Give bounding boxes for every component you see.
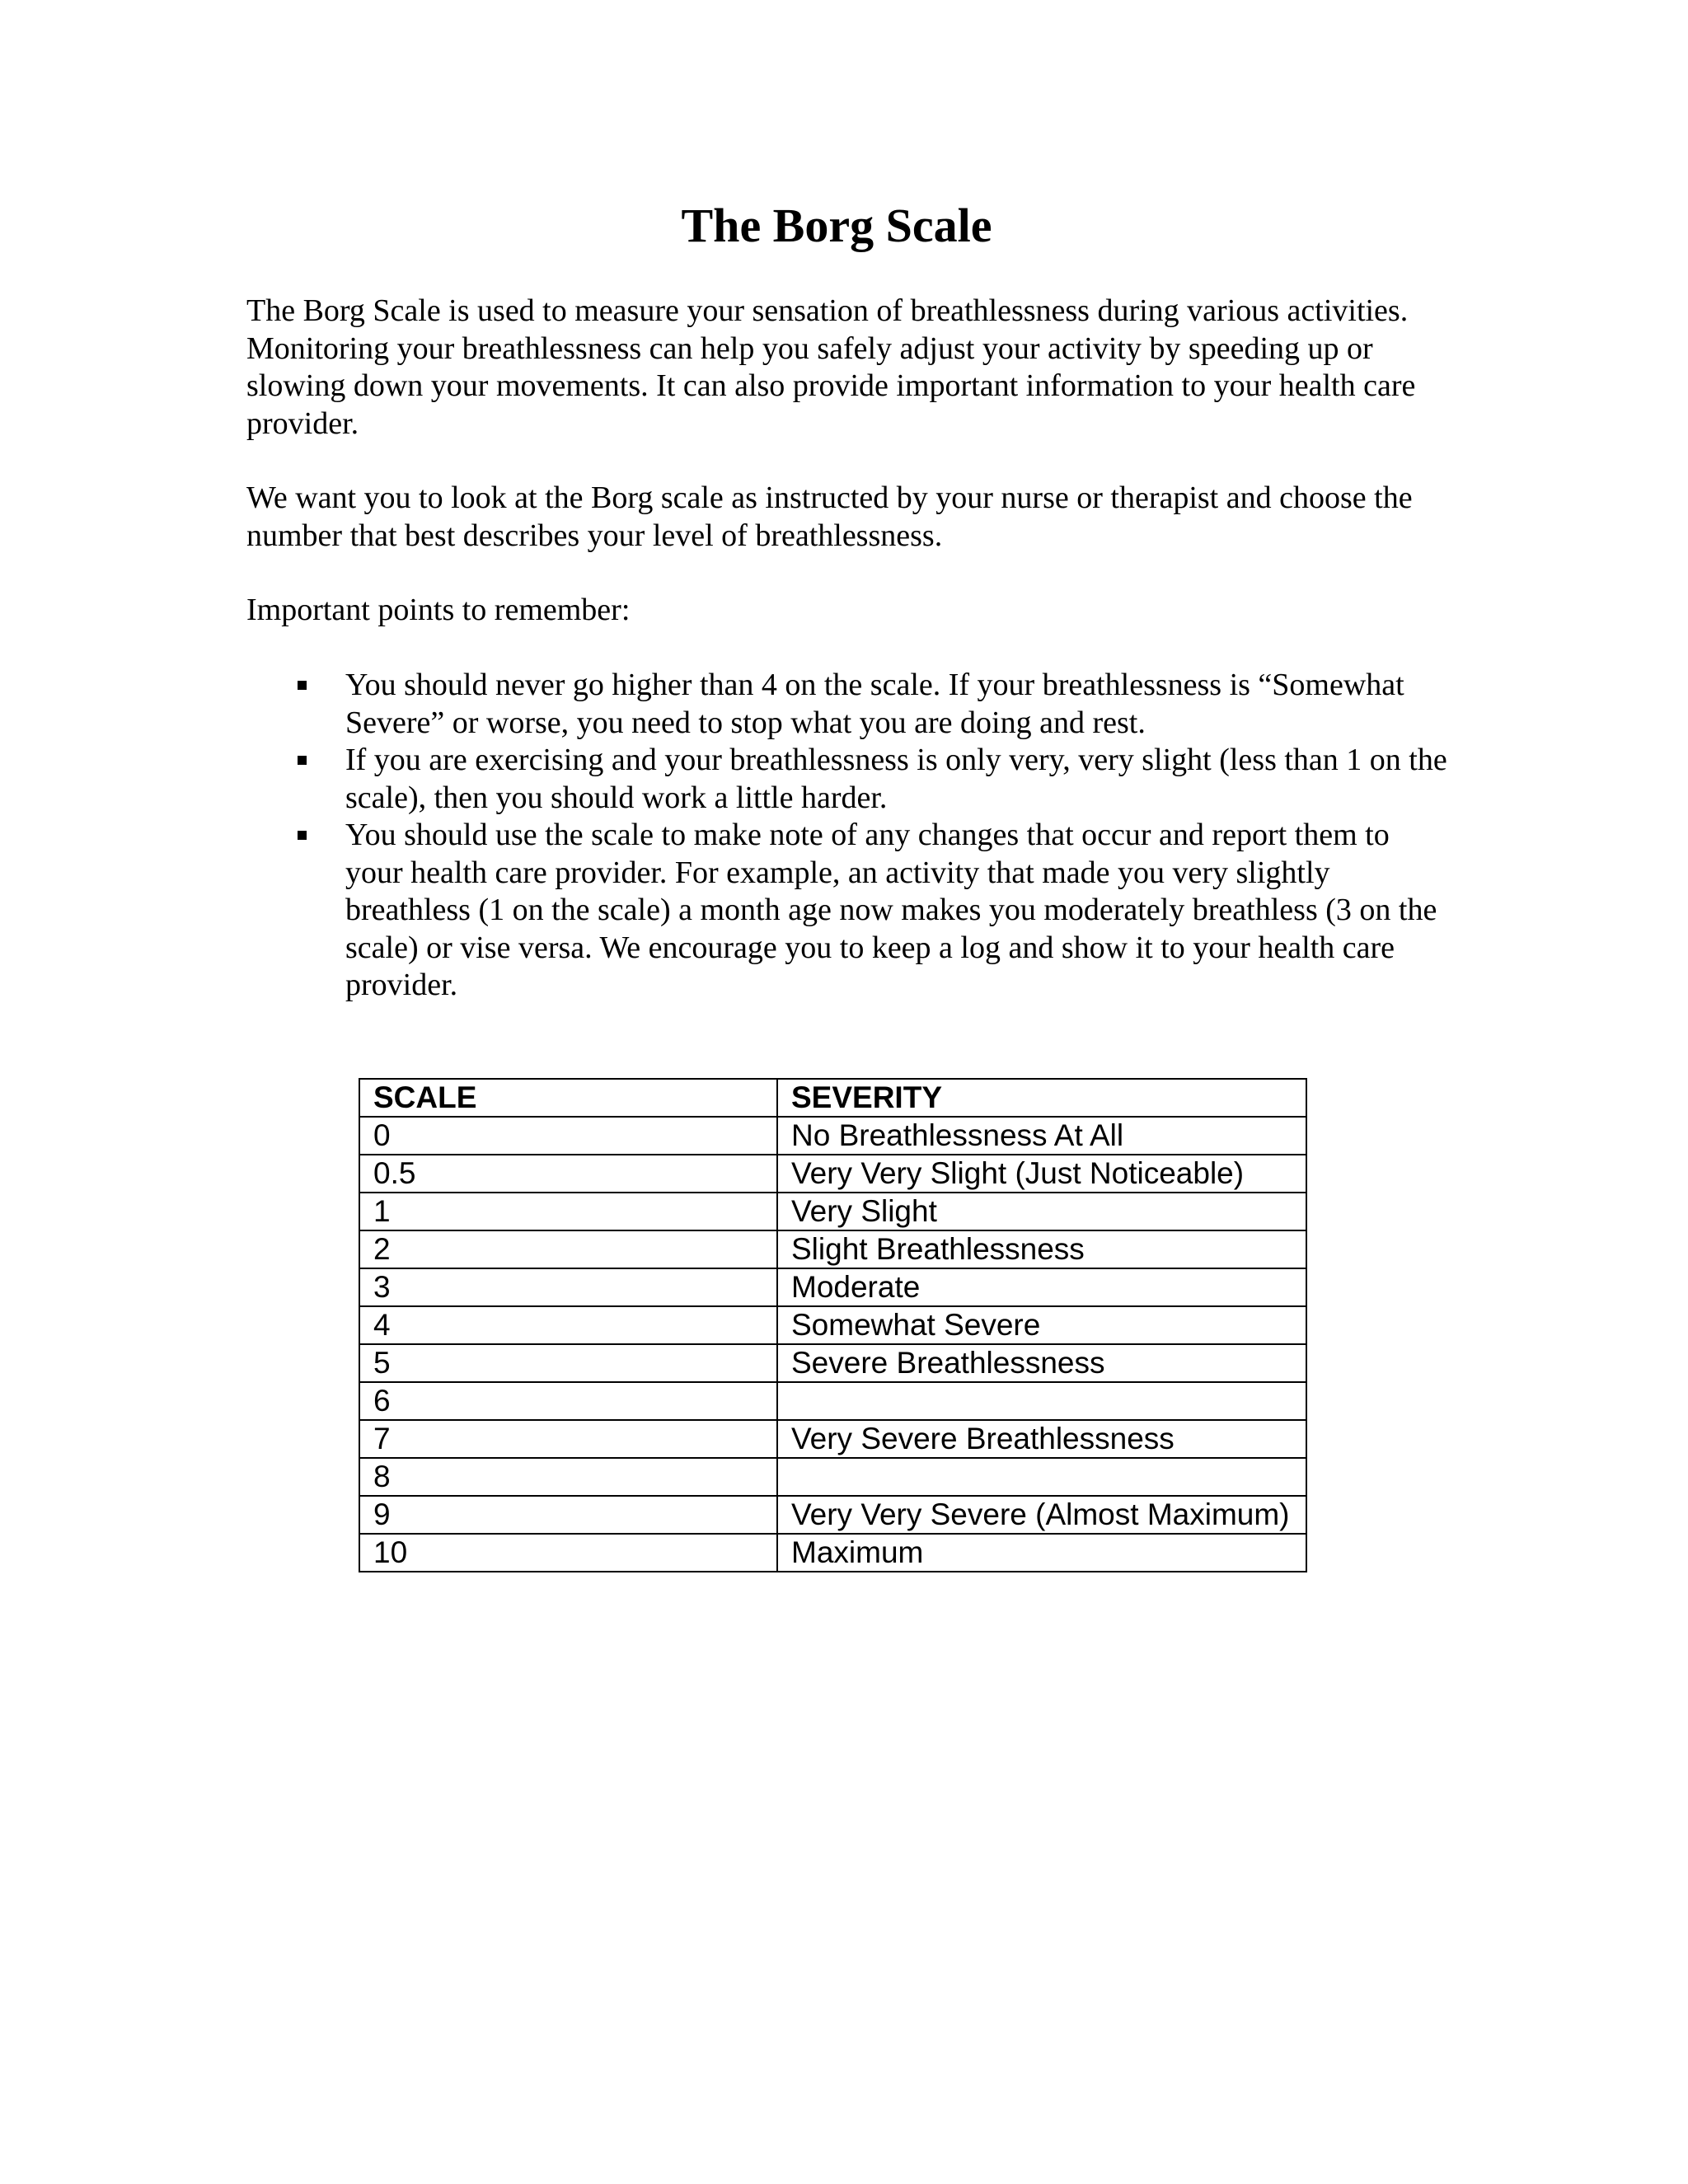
scale-cell: 0.5 [359, 1155, 777, 1193]
table-row [359, 1344, 1306, 1382]
square-bullet-icon [298, 756, 307, 765]
severity-cell: Severe Breathlessness [777, 1344, 1306, 1382]
scale-cell: 7 [359, 1420, 777, 1458]
severity-cell: Maximum [777, 1534, 1306, 1572]
severity-cell: Very Slight [777, 1193, 1306, 1230]
table-row [359, 1420, 1306, 1458]
scale-cell: 1 [359, 1193, 777, 1230]
square-bullet-icon [298, 831, 307, 840]
list-item-text: You should never go higher than 4 on the scale. If your breathlessness is “Somewhat Severe” or worse, you need to stop what you are doing and rest. [345, 668, 1404, 740]
scale-cell: 6 [359, 1382, 777, 1420]
scale-cell: 5 [359, 1344, 777, 1382]
intro-paragraph: The Borg Scale is used to measure your sensation of breathlessness during various activities. Monitoring your breathlessness can help you safely adjust your activity by speeding up or slowing down your movements. It can also provide important information to your health care provider. [246, 293, 1416, 441]
scale-cell: 4 [359, 1306, 777, 1344]
severity-cell: No Breathlessness At All [777, 1117, 1306, 1155]
severity-cell [777, 1458, 1306, 1496]
page-title: The Borg Scale [681, 199, 992, 252]
list-item [246, 817, 1450, 1005]
table-row [359, 1230, 1306, 1268]
scale-cell: 2 [359, 1230, 777, 1268]
instruction-paragraph: We want you to look at the Borg scale as instructed by your nurse or therapist and choose the number that best describes your level of breathlessness. [246, 480, 1413, 553]
important-points-list [246, 667, 1450, 1005]
table-row [359, 1193, 1306, 1230]
table-row [359, 1306, 1306, 1344]
severity-cell: Very Severe Breathlessness [777, 1420, 1306, 1458]
severity-cell [777, 1382, 1306, 1420]
borg-scale-table [359, 1078, 1307, 1572]
column-header-scale: SCALE [359, 1079, 777, 1117]
table-row [359, 1155, 1306, 1193]
scale-cell: 10 [359, 1534, 777, 1572]
severity-cell: Very Very Severe (Almost Maximum) [777, 1496, 1306, 1534]
severity-cell: Moderate [777, 1268, 1306, 1306]
table-row [359, 1117, 1306, 1155]
list-item [246, 742, 1450, 817]
scale-cell: 0 [359, 1117, 777, 1155]
table-header-row [359, 1079, 1306, 1117]
severity-cell: Somewhat Severe [777, 1306, 1306, 1344]
list-item-text: If you are exercising and your breathlessness is only very, very slight (less than 1 on the scale), then you should work a little harder. [345, 743, 1447, 815]
severity-cell: Very Very Slight (Just Noticeable) [777, 1155, 1306, 1193]
points-heading: Important points to remember: [246, 593, 631, 627]
table-row [359, 1496, 1306, 1534]
table-row [359, 1382, 1306, 1420]
scale-cell: 8 [359, 1458, 777, 1496]
table-row [359, 1458, 1306, 1496]
scale-cell: 3 [359, 1268, 777, 1306]
table-row [359, 1268, 1306, 1306]
square-bullet-icon [298, 681, 307, 690]
severity-cell: Slight Breathlessness [777, 1230, 1306, 1268]
list-item [246, 667, 1450, 742]
list-item-text: You should use the scale to make note of any changes that occur and report them to your health care provider. For example, an activity that made you very slightly breathless (1 on the scale) a month age now makes you moderately breathless (3 on the scale) or vise versa. We encourage you to keep a log and show it to your health care provider. [345, 818, 1437, 1002]
column-header-severity: SEVERITY [777, 1079, 1306, 1117]
scale-cell: 9 [359, 1496, 777, 1534]
table-row [359, 1534, 1306, 1572]
